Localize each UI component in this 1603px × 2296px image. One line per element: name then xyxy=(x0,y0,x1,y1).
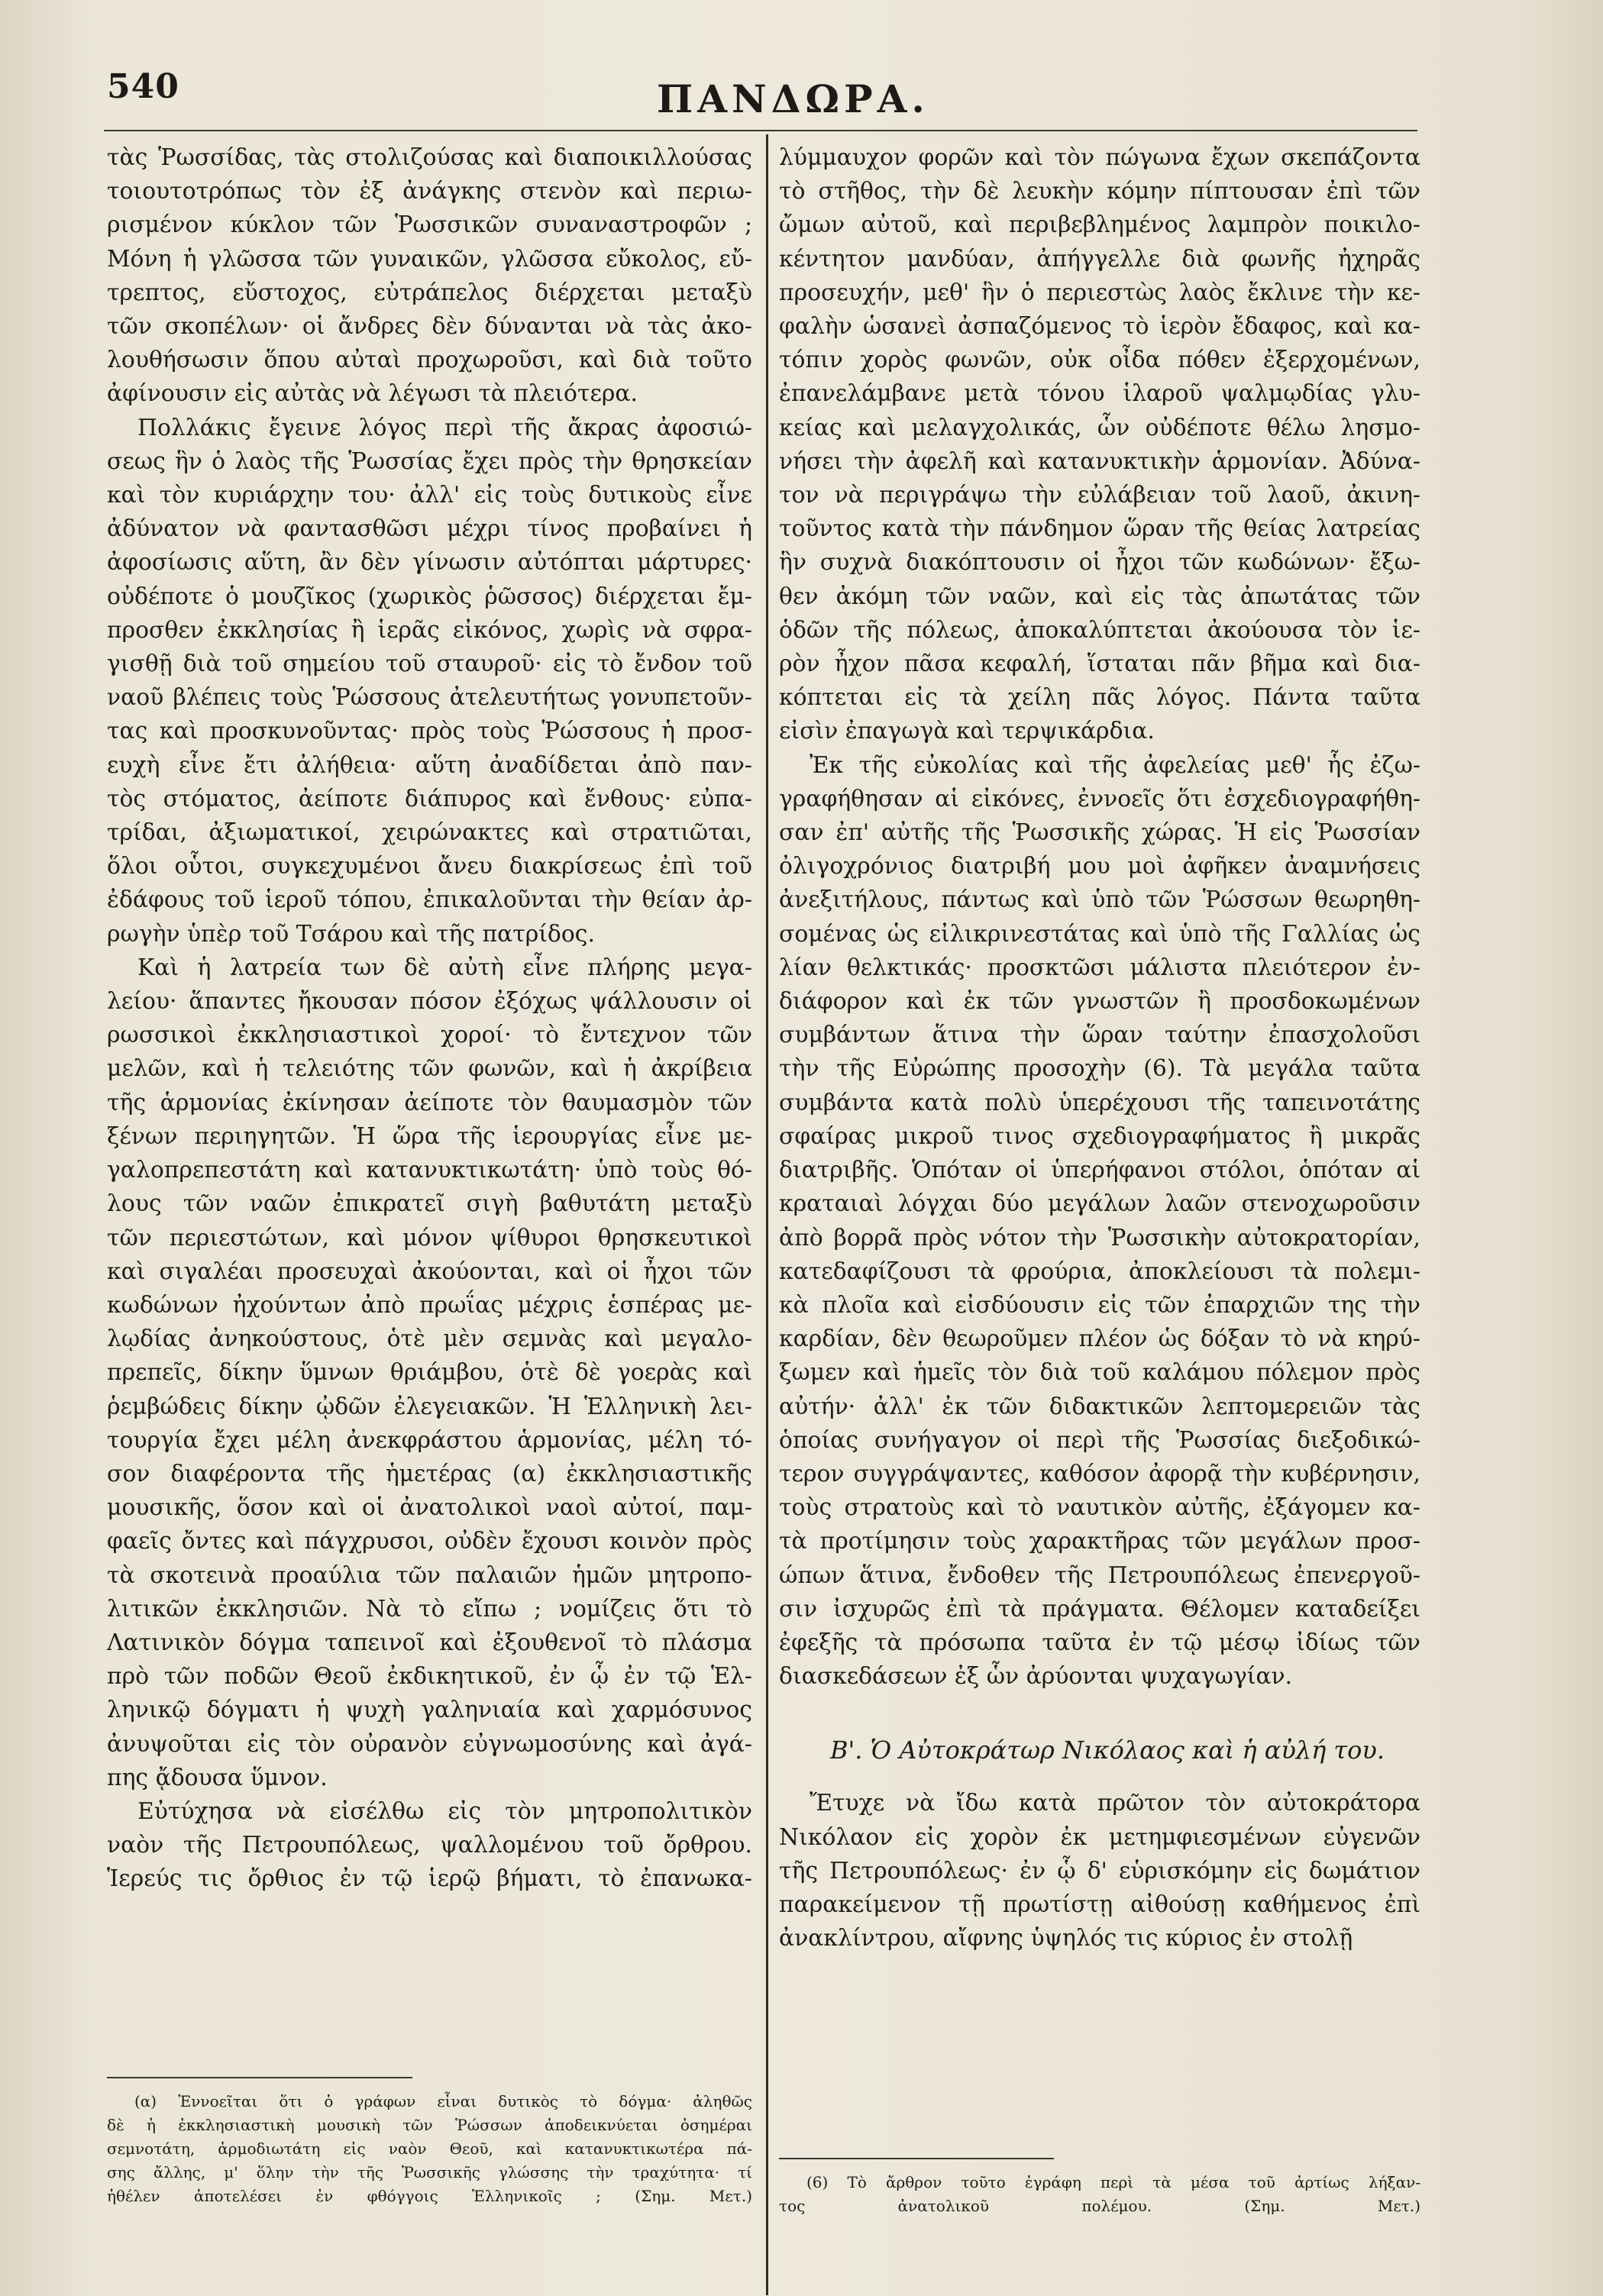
text-line: μουσικῆς, ὅσον καὶ οἱ ἀνατολικοὶ ναοὶ αὐτοί, παμ- xyxy=(107,1494,752,1522)
text-line: τὰς Ῥωσσίδας, τὰς στολιζούσας καὶ διαποικιλλούσας xyxy=(107,144,752,171)
text-line: προσθεν ἐκκλησίας ἢ ἱερᾶς εἰκόνος, χωρὶς νὰ σφρα- xyxy=(107,616,752,644)
footnote-line: τος ἀνατολικοῦ πολέμου. (Σημ. Μετ.) xyxy=(779,2197,1420,2215)
text-line: ὀλιγοχρόνιος διατριβή μου μοὶ ἀφῆκεν ἀναμνήσεις xyxy=(779,853,1420,880)
text-line: τον νὰ περιγράψω τὴν εὐλάβειαν τοῦ λαοῦ, ἀκινη- xyxy=(779,482,1420,509)
text-line: Πολλάκις ἔγεινε λόγος περὶ τῆς ἄκρας ἀφοσιώ- xyxy=(137,414,752,441)
text-line: τῶν σκοπέλων· οἱ ἄνδρες δὲν δύνανται νὰ τὰς ἀκο- xyxy=(107,313,752,341)
text-line: τὸς στόματος, ἀείποτε διάπυρος καὶ ἔνθους· εὐπα- xyxy=(107,785,752,812)
text-line: τόπιν χορὸς φωνῶν, οὐκ οἶδα πόθεν ἐξερχομένων, xyxy=(779,347,1420,374)
text-line: κραταιαὶ λόγχαι δύο μεγάλων λαῶν στενοχωροῦσιν xyxy=(779,1190,1420,1218)
text-line: ἐφεξῆς τὰ πρόσωπα ταῦτα ἐν τῷ μέσῳ ἰδίως τῶν xyxy=(779,1629,1420,1656)
text-line: γαλοπρεπεστάτη καὶ κατανυκτικωτάτη· ὑπὸ τοὺς θό- xyxy=(107,1157,752,1184)
text-line: κέντητον μανδύαν, ἀπήγγελλε διὰ φωνῆς ἠχηρᾶς xyxy=(779,245,1420,273)
text-line: προσευχήν, μεθ' ἣν ὁ περιεστὼς λαὸς ἔκλινε τὴν κε- xyxy=(779,279,1420,306)
text-line: ξένων περιηγητῶν. Ἡ ὥρα τῆς ἱερουργίας εἶνε με- xyxy=(107,1122,752,1150)
text-line: Νικόλαον εἰς χορὸν ἐκ μετημφιεσμένων εὐγενῶν xyxy=(779,1823,1420,1851)
text-line: ἀπὸ βορρᾶ πρὸς νότον τὴν Ῥωσσικὴν αὐτοκρατορίαν, xyxy=(779,1224,1420,1251)
text-line: ἀδύνατον νὰ φαντασθῶσι μέχρι τίνος προβαίνει ἡ xyxy=(107,515,752,543)
text-line: ξωμεν καὶ ἡμεῖς τὸν διὰ τοῦ καλάμου πόλεμον πρὸς xyxy=(779,1359,1420,1387)
right-column-body xyxy=(779,141,1420,1694)
footnote-line: ἠθέλεν ἀποτελέσει ἐν φθόγγοις Ἑλληνικοῖς ; (Σημ. Μετ.) xyxy=(107,2187,752,2205)
text-line: κείας καὶ μελαγχολικάς, ὧν οὐδέποτε θέλω λησμο- xyxy=(779,414,1420,441)
text-line: ὁδῶν τῆς πόλεως, ἀποκαλύπτεται ἀκούουσα τὸν ἱε- xyxy=(779,616,1420,644)
text-line: τὰ προτίμησιν τοὺς χαρακτῆρας τῶν μεγάλων προσ- xyxy=(779,1528,1420,1555)
text-line: ἐδάφους τοῦ ἱεροῦ τόπου, ἐπικαλοῦνται τὴν θείαν ἀρ- xyxy=(107,886,752,914)
text-line: σομένας ὡς εἰλικρινεστάτας καὶ ὑπὸ τῆς Γαλλίας ὡς xyxy=(779,920,1420,948)
text-line: ρὸν ἦχον πᾶσα κεφαλή, ἵσταται πᾶν βῆμα καὶ δια- xyxy=(779,651,1420,678)
text-line: φαεῖς ὄντες καὶ πάγχρυσοι, οὐδὲν ἔχουσι κοινὸν πρὸς xyxy=(107,1528,752,1555)
text-line: λύμμαυχον φορῶν καὶ τὸν πώγωνα ἔχων σκεπάζοντα xyxy=(779,144,1420,171)
text-line: τῆς Πετρουπόλεως· ἐν ᾧ δ' εὑρισκόμην εἰς δωμάτιον xyxy=(779,1857,1420,1884)
text-line: εἰσὶν ἐπαγωγὰ καὶ τερψικάρδια. xyxy=(779,718,1155,745)
text-line: ρισμένον κύκλον τῶν Ῥωσσικῶν συναναστροφῶν ; xyxy=(107,212,752,239)
text-line: ὤμων αὐτοῦ, καὶ περιβεβλημένος λαμπρὸν ποικιλο- xyxy=(779,212,1420,239)
header-rule xyxy=(104,130,1417,131)
text-line: καὶ σιγαλέαι προσευχαὶ ἀκούονται, καὶ οἱ ἦχοι τῶν xyxy=(107,1258,752,1285)
text-line: τερον συγγράψαντες, καθόσον ἀφορᾷ τὴν κυβέρνησιν, xyxy=(779,1460,1420,1487)
text-line: ἀφίνουσιν εἰς αὐτὰς νὰ λέγωσι τὰ πλειότερα. xyxy=(107,380,638,408)
text-line: καρδίαν, δὲν θεωροῦμεν πλέον ὡς δόξαν τὸ νὰ κηρύ- xyxy=(779,1326,1420,1353)
text-line: Ἱερεύς τις ὄρθιος ἐν τῷ ἱερῷ βήματι, τὸ ἐπανωκα- xyxy=(107,1865,752,1893)
text-line: πης ᾄδουσα ὕμνον. xyxy=(107,1764,328,1791)
text-line: πρὸ τῶν ποδῶν Θεοῦ ἐκδικητικοῦ, ἐν ᾧ ἐν τῷ Ἑλ- xyxy=(107,1663,752,1691)
text-line: τοιουτοτρόπως τὸν ἐξ ἀνάγκης στενὸν καὶ περιω- xyxy=(107,178,752,205)
text-line: τὰ σκοτεινὰ προαύλια τῶν παλαιῶν ἡμῶν μητροπο- xyxy=(107,1561,752,1589)
left-column xyxy=(107,141,752,1897)
text-line: τὴν τῆς Εὐρώπης προσοχὴν (6). Τὰ μεγάλα ταῦτα xyxy=(779,1055,1420,1083)
text-line: τὸ στῆθος, τὴν δὲ λευκὴν κόμην πίπτουσαν ἐπὶ τῶν xyxy=(779,178,1420,205)
text-line: σεως ἣν ὁ λαὸς τῆς Ῥωσσίας ἔχει πρὸς τὴν θρησκείαν xyxy=(107,447,752,475)
text-line: ναὸν τῆς Πετρουπόλεως, ψαλλομένου τοῦ ὄρθρου. xyxy=(107,1832,752,1859)
text-line: αὐτήν· ἀλλ' ἐκ τῶν διδακτικῶν λεπτομερειῶν τὰς xyxy=(779,1393,1420,1420)
text-line: ἣν συχνὰ διακόπτουσιν οἱ ἦχοι τῶν κωδώνων· ἔξω- xyxy=(779,549,1420,576)
text-line: λῳδίας ἀνηκούστους, ὁτὲ μὲν σεμνὰς καὶ μεγαλο- xyxy=(107,1326,752,1353)
text-line: σφαίρας μικροῦ τινος σχεδιογραφήματος ἢ μικρᾶς xyxy=(779,1122,1420,1150)
text-line: καὶ τὸν κυριάρχην του· ἀλλ' εἰς τοὺς δυτικοὺς εἶνε xyxy=(107,482,752,509)
text-line: ναοῦ βλέπεις τοὺς Ῥώσσους ἀτελευτήτως γονυπετοῦν- xyxy=(107,684,752,712)
text-line: οὐδέποτε ὁ μουζῖκος (χωρικὸς ῥῶσσος) διέρχεται ἔμ- xyxy=(107,583,752,610)
text-line: λίαν θελκτικάς· προσκτῶσι μάλιστα πλειότερον ἐν- xyxy=(779,954,1420,981)
text-line: διασκεδάσεων ἐξ ὧν ἀρύονται ψυχαγωγίαν. xyxy=(779,1663,1293,1691)
text-line: ευχὴ εἶνε ἔτι ἀλήθεια· αὕτη ἀναδίδεται ἀπὸ παν- xyxy=(107,751,752,779)
text-line: Ἐκ τῆς εὐκολίας καὶ τῆς ἀφελείας μεθ' ἧς ἐζω- xyxy=(810,751,1420,779)
text-line: ἀνακλίντρου, αἴφνης ὑψηλός τις κύριος ἐν στολῇ xyxy=(779,1925,1353,1952)
section-title: Β'. Ὁ Αὐτοκράτωρ Νικόλαος καὶ ἡ αὐλή του. xyxy=(829,1736,1385,1765)
text-line: ἀφοσίωσις αὕτη, ἂν δὲν γίνωσιν αὐτόπται μάρτυρες· xyxy=(107,549,752,576)
text-line: φαλὴν ὡσανεὶ ἀσπαζόμενος τὸ ἱερὸν ἔδαφος, καὶ κα- xyxy=(779,313,1420,341)
text-line: ληνικῷ δόγματι ἡ ψυχὴ γαληνιαία καὶ χαρμόσυνος xyxy=(107,1697,752,1724)
text-line: διατριβῆς. Ὁπόταν οἱ ὑπερήφανοι στόλοι, ὁπόταν αἱ xyxy=(779,1157,1420,1184)
text-line: μελῶν, καὶ ἡ τελειότης τῶν φωνῶν, καὶ ἡ ἀκρίβεια xyxy=(107,1055,752,1083)
right-column xyxy=(779,141,1420,1955)
text-line: γισθῇ διὰ τοῦ σημείου τοῦ σταυροῦ· εἰς τὸ ἔνδον τοῦ xyxy=(107,651,752,678)
text-line: σαν ἐπ' αὐτῆς τῆς Ῥωσσικῆς χώρας. Ἡ εἰς Ῥωσσίαν xyxy=(779,819,1420,847)
text-line: συμβάντων ἅτινα τὴν ὥραν ταύτην ἐπασχολοῦσι xyxy=(779,1022,1420,1049)
text-line: διάφορον καὶ ἐκ τῶν γνωστῶν ἢ προσδοκωμένων xyxy=(779,988,1420,1016)
text-line: Εὐτύχησα νὰ εἰσέλθω εἰς τὸν μητροπολιτικὸν xyxy=(137,1797,752,1825)
text-line: ὅλοι οὗτοι, συγκεχυμένοι ἄνευ διακρίσεως ἐπὶ τοῦ xyxy=(107,853,752,880)
text-line: ἀνυψοῦται εἰς τὸν οὐρανὸν εὐγνωμοσύνης καὶ ἀγά- xyxy=(107,1730,752,1758)
text-line: παρακείμενον τῇ πρωτίστῃ αἰθούσῃ καθήμενος ἐπὶ xyxy=(779,1891,1420,1918)
right-column-section-body xyxy=(779,1787,1420,1955)
text-line: γραφήθησαν αἱ εἰκόνες, ἐννοεῖς ὅτι ἐσχεδιογραφήθη- xyxy=(779,785,1420,812)
footnote-line: δὲ ἡ ἐκκλησιαστικὴ μουσικὴ τῶν Ῥώσσων ἀποδεικνύεται ὁσημέραι xyxy=(107,2116,752,2134)
text-line: ἀνεξιτήλους, πάντως καὶ ὑπὸ τῶν Ῥώσσων θεωρηθη- xyxy=(779,886,1420,914)
text-line: ρωσσικοὶ ἐκκλησιαστικοὶ χοροί· τὸ ἔντεχνον τῶν xyxy=(107,1022,752,1049)
page-number: 540 xyxy=(107,67,179,106)
text-line: τουργία ἔχει μέλη ἀνεκφράστου ἁρμονίας, μέλη τό- xyxy=(107,1426,752,1454)
footnote-line: σεμνοτάτη, ἁρμοδιωτάτη εἰς ναὸν Θεοῦ, καὶ κατανυκτικωτέρα πά- xyxy=(107,2139,752,2158)
text-line: κόπτεται εἰς τὰ χείλη πᾶς λόγος. Πάντα ταῦτα xyxy=(779,684,1420,712)
text-line: συμβάντα κατὰ πολὺ ὑπερέχουσι τῆς ταπεινοτάτης xyxy=(779,1089,1420,1116)
text-line: ὁποίας συνήγαγον οἱ περὶ τῆς Ῥωσσίας διεξοδικώ- xyxy=(779,1426,1420,1454)
text-line: Καὶ ἡ λατρεία των δὲ αὐτὴ εἶνε πλήρης μεγα- xyxy=(137,954,752,981)
text-line: τρίδαι, ἀξιωματικοί, χειρώνακτες καὶ στρατιῶται, xyxy=(107,819,752,847)
text-line: τρεπτος, εὔστοχος, εὐτράπελος διέρχεται μεταξὺ xyxy=(107,279,752,306)
text-line: ῥεμβώδεις δίκην ᾠδῶν ἐλεγειακῶν. Ἡ Ἑλληνικὴ λει- xyxy=(107,1393,752,1420)
footnote-left xyxy=(107,2090,752,2208)
footnote-right xyxy=(779,2171,1420,2218)
footnote-line: (6) Τὸ ἄρθρον τοῦτο ἐγράφη περὶ τὰ μέσα τοῦ ἀρτίως λήξαν- xyxy=(806,2173,1420,2191)
text-line: κατεδαφίζουσι τὰ φρούρια, ἀποκλείουσι τὰ πολεμι- xyxy=(779,1258,1420,1285)
text-line: ρωγὴν ὑπὲρ τοῦ Τσάρου καὶ τῆς πατρίδος. xyxy=(107,920,595,948)
text-line: σιν ἰσχυρῶς ἐπὶ τὰ πράγματα. Θέλομεν καταδείξει xyxy=(779,1595,1420,1623)
text-line: θεν ἀκόμη τῶν ναῶν, καὶ εἰς τὰς ἀπωτάτας τῶν xyxy=(779,583,1420,610)
text-line: τοῦντος κατὰ τὴν πάνδημον ὥραν τῆς θείας λατρείας xyxy=(779,515,1420,543)
text-line: Ἔτυχε νὰ ἴδω κατὰ πρῶτον τὸν αὐτοκράτορα xyxy=(810,1790,1420,1817)
text-line: λιτικῶν ἐκκλησιῶν. Νὰ τὸ εἴπω ; νομίζεις ὅτι τὸ xyxy=(107,1595,752,1623)
text-line: τας καὶ προσκυνοῦντας· πρὸς τοὺς Ῥώσσους ἡ προσ- xyxy=(107,718,752,745)
footnote-line: σης ἄλλης, μ' ὅλην τὴν τῆς Ῥωσσικῆς γλώσσης τὴν τραχύτητα· τί xyxy=(107,2163,752,2181)
footnote-rule-left xyxy=(107,2077,412,2078)
column-divider xyxy=(766,134,768,2295)
running-head-title: ΠΑΝΔΩΡΑ. xyxy=(657,76,929,121)
text-line: πρεπεῖς, δίκην ὕμνων θριάμβου, ὁτὲ δὲ γοερὰς καὶ xyxy=(107,1359,752,1387)
text-line: κὰ πλοῖα καὶ εἰσδύουσιν εἰς τῶν ἐπαρχιῶν της τὴν xyxy=(779,1291,1420,1319)
text-line: Μόνη ἡ γλῶσσα τῶν γυναικῶν, γλῶσσα εὔκολος, εὔ- xyxy=(107,245,752,273)
text-line: νήσει τὴν ἀφελῆ καὶ κατανυκτικὴν ἁρμονίαν. Ἀδύνα- xyxy=(779,447,1420,475)
section-gap xyxy=(779,1694,1420,1727)
text-line: τῶν περιεστώτων, καὶ μόνον ψίθυροι θρησκευτικοὶ xyxy=(107,1224,752,1251)
text-line: ἐπανελάμβανε μετὰ τόνου ἱλαροῦ ψαλμῳδίας γλυ- xyxy=(779,380,1420,408)
text-line: τῆς ἁρμονίας ἐκίνησαν ἀείποτε τὸν θαυμασμὸν τῶν xyxy=(107,1089,752,1116)
text-line: ώπων ἅτινα, ἔνδοθεν τῆς Πετρουπόλεως ἐπενεργοῦ- xyxy=(779,1561,1420,1589)
text-line: λουθήσωσιν ὅπου αὐταὶ προχωροῦσι, καὶ διὰ τοῦτο xyxy=(107,347,752,374)
text-line: τοὺς στρατοὺς καὶ τὸ ναυτικὸν αὐτῆς, ἐξάγομεν κα- xyxy=(779,1494,1420,1522)
footnote-rule-right xyxy=(779,2158,1054,2159)
section-gap xyxy=(779,1773,1420,1787)
text-line: λους τῶν ναῶν ἐπικρατεῖ σιγὴ βαθυτάτη μεταξὺ xyxy=(107,1190,752,1218)
text-line: σον διαφέροντα τῆς ἡμετέρας (α) ἐκκλησιαστικῆς xyxy=(107,1460,752,1487)
text-line: Λατινικὸν δόγμα ταπεινοῖ καὶ ἐξουθενοῖ τὸ πλάσμα xyxy=(107,1629,752,1656)
footnote-line: (α) Ἐννοεῖται ὅτι ὁ γράφων εἶναι δυτικὸς τὸ δόγμα· ἀληθῶς xyxy=(134,2092,752,2110)
text-line: λείου· ἅπαντες ἤκουσαν πόσον ἐξόχως ψάλλουσιν οἱ xyxy=(107,988,752,1016)
text-line: κωδώνων ἠχούντων ἀπὸ πρωΐας μέχρις ἑσπέρας με- xyxy=(107,1291,752,1319)
